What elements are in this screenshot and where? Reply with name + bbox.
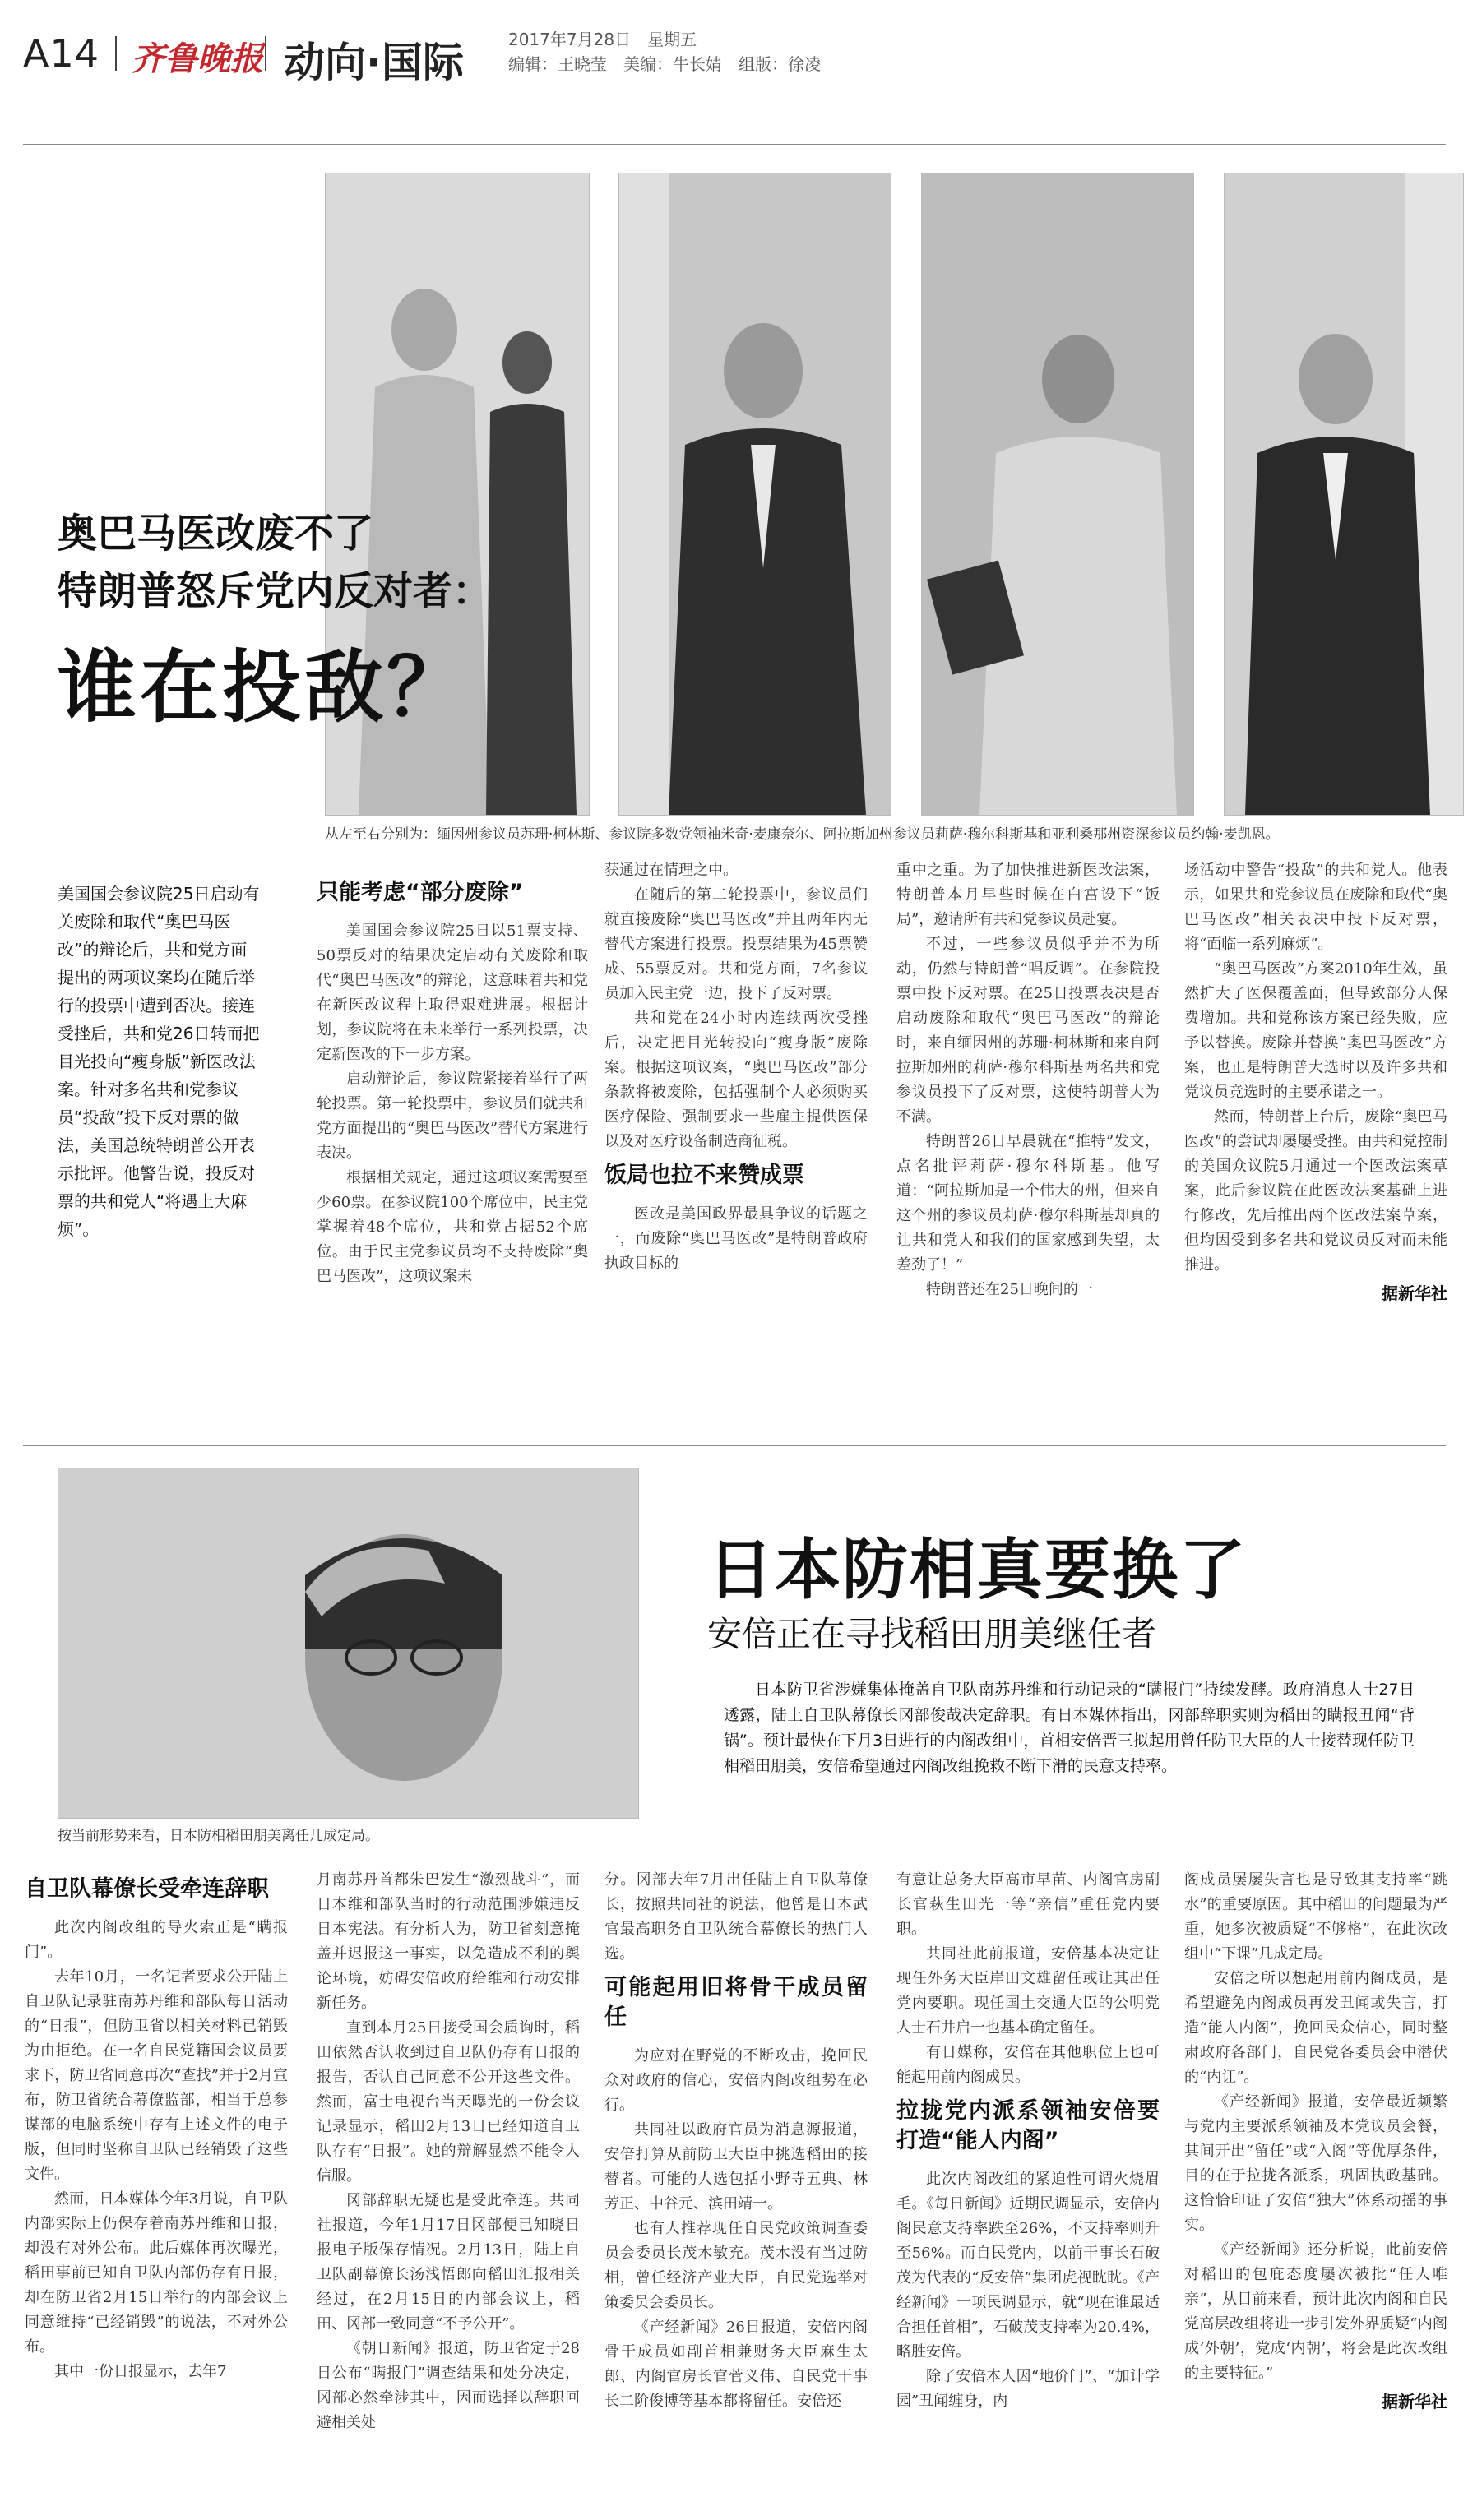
story1-column-4 xyxy=(1184,858,1447,1306)
story2-subheadline: 安倍正在寻找稻田朋美继任者 xyxy=(707,1614,1157,1654)
story1-subhead-2: 饭局也拉不来赞成票 xyxy=(604,1163,804,1188)
paragraph: 根据相关规定，通过这项议案需要至少60票。在参议院100个席位中，民主党掌握着48个席位，共和党占据52个席位。由于民主党参议员均不支持废除“奥巴马医改”，这项议案未 xyxy=(317,1169,588,1285)
paragraph: 为应对在野党的不断攻击，挽回民众对政府的信心，安倍内阁改组势在必行。 xyxy=(604,2047,868,2114)
story1-headline-main: 谁在投敌？ xyxy=(58,641,469,733)
paragraph: 有意让总务大臣高市早苗、内阁官房副长官萩生田光一等“亲信”重任党内要职。 xyxy=(896,1871,1160,1938)
story2-headline: 日本防相真要换了 xyxy=(707,1532,1247,1608)
story2-source: 据新华社 xyxy=(1382,2392,1447,2411)
photo-tomomi-inada xyxy=(58,1468,639,1819)
photo-john-mccain xyxy=(1224,173,1464,816)
story2-subhead-3: 拉拢党内派系领袖安倍要打造“能人内阁” xyxy=(896,2098,1160,2153)
story2-lead: 日本防卫省涉嫌集体掩盖自卫队南苏丹维和行动记录的“瞒报门”持续发酵。政府消息人士27日透露，陆上自卫队幕僚长冈部俊哉决定辞职。有日本媒体指出，冈部辞职实则为稻田的瞒报丑闻“背锅”。预计最快在下月3日进行的内阁改组中，首相安倍晋三拟起用曾任防卫大臣的人士接替现任防卫相稻田朋美，安倍希望通过内阁改组挽救不断下滑的民意支持率。 xyxy=(724,1681,1415,1775)
paragraph: 特朗普还在25日晚间的一 xyxy=(926,1281,1093,1298)
paragraph: 去年10月，一名记者要求公开陆上自卫队记录驻南苏丹维和部队每日活动的“日报”，但防卫省以相关材料已销毁为由拒绝。在一名自民党籍国会议员要求下，防卫省同意再次“查找”并于2月宣布，防卫省统合幕僚监部，相当于总参谋部的电脑系统中存有上述文件的电子版，但同时坚称自卫队已经销毁了这些文件。 xyxy=(25,1968,288,2183)
story2-subhead-2: 可能起用旧将骨干成员留任 xyxy=(604,1975,868,2030)
story-divider xyxy=(23,1445,1446,1446)
paragraph: 共同社此前报道，安倍基本决定让现任外务大臣岸田文雄留任或让其出任党内要职。现任国土交通大臣的公明党人士石井启一也基本确定留任。 xyxy=(896,1945,1160,2037)
story1-source: 据新华社 xyxy=(1382,1283,1447,1303)
header-divider xyxy=(265,36,266,71)
story1-column-2 xyxy=(604,858,868,1276)
photo-mitch-mcconnell xyxy=(618,173,891,816)
paragraph: 启动辩论后，参议院紧接着举行了两轮投票。第一轮投票中，参议员们就共和党方面提出的“奥巴马医改”替代方案进行表决。 xyxy=(317,1070,588,1162)
section-title: 动向·国际 xyxy=(284,39,464,86)
story2-subhead-1: 自卫队幕僚长受牵连辞职 xyxy=(25,1876,269,1902)
story1-subhead-1: 只能考虑“部分废除” xyxy=(317,880,524,905)
page-number: A14 xyxy=(23,31,100,76)
paragraph: 然而，特朗普上台后，废除“奥巴马医改”的尝试却屡屡受挫。由共和党控制的美国众议院5月通过一个医改法案草案，此后参议院在此医改法案基础上进行修改，先后推出两个医改法案草案，但均因受到多名共和党议员反对而未能推进。 xyxy=(1184,1108,1447,1274)
paragraph: 有日媒称，安倍在其他职位上也可能起用前内阁成员。 xyxy=(896,2044,1160,2086)
paragraph: 场活动中警告“投敌”的共和党人。他表示，如果共和党参议员在废除和取代“奥巴马医改”相关表决中投下反对票，将“面临一系列麻烦”。 xyxy=(1184,862,1447,953)
paragraph: 共同社以政府官员为消息源报道，安倍打算从前防卫大臣中挑选稻田的接替者。可能的人选包括小野寺五典、林芳正、中谷元、滨田靖一。 xyxy=(604,2121,868,2213)
story2-column-5 xyxy=(1184,1868,1447,2414)
paragraph: 此次内阁改组的导火索正是“瞒报门”。 xyxy=(25,1919,288,1961)
story1-headline-line2: 特朗普怒斥党内反对者： xyxy=(58,568,493,614)
paragraph: 其中一份日报显示，去年7 xyxy=(54,2363,227,2380)
story1-lead: 美国国会参议院25日启动有关废除和取代“奥巴马医改”的辩论后，共和党方面提出的两项议案均在随后举行的投票中遭到否决。接连受挫后，共和党26日转而把目光投向“瘦身版”新医改法案。针对多名共和党参议员“投敌”投下反对票的做法，美国总统特朗普公开表示批评。他警告说，投反对票的共和党人“将遇上大麻烦”。 xyxy=(58,884,260,1239)
paragraph: 冈部辞职无疑也是受此牵连。共同社报道，今年1月17日冈部便已知晓日报电子版保存情况。2月13日，陆上自卫队副幕僚长汤浅悟郎向稻田汇报相关经过，在2月15日的内部会议上，稻田、冈部一致同意“不予公开”。 xyxy=(317,2192,580,2333)
story2-column-3 xyxy=(604,1868,868,2414)
date-line: 2017年7月28日 星期五 xyxy=(508,30,697,49)
paragraph: 《产经新闻》26日报道，安倍内阁骨干成员如副首相兼财务大臣麻生太郎、内阁官房长官菅义伟、自民党干事长二阶俊博等基本都将留任。安倍还 xyxy=(604,2319,868,2410)
paragraph: 月南苏丹首都朱巴发生“激烈战斗”，而日本维和部队当时的行动范围涉嫌违反日本宪法。有分析人为，防卫省刻意掩盖并迟报这一事实，以免造成不利的舆论环境，妨碍安倍政府给维和行动安排新任务。 xyxy=(317,1871,580,2012)
paragraph: 在随后的第二轮投票中，参议员们就直接废除“奥巴马医改”并且两年内无替代方案进行投票。投票结果为45票赞成、55票反对。共和党方面，7名参议员加入民主党一边，投下了反对票。 xyxy=(604,886,868,1002)
paragraph: 《朝日新闻》报道，防卫省定于28日公布“瞒报门”调查结果和处分决定，冈部必然牵涉其中，因而选择以辞职回避相关处 xyxy=(317,2340,580,2431)
paragraph: 安倍之所以想起用前内阁成员，是希望避免内阁成员再发丑闻或失言，打造“能人内阁”，挽回民众信心，同时整肃政府各部门，自民党各委员会中潜伏的“内讧”。 xyxy=(1184,1970,1447,2086)
story2-photo-caption: 按当前形势来看，日本防相稻田朋美离任几成定局。 xyxy=(58,1828,379,1844)
paragraph: 分。冈部去年7月出任陆上自卫队幕僚长，按照共同社的说法，他曾是日本武官最高职务自卫队统合幕僚长的热门人选。 xyxy=(604,1871,868,1963)
story1-column-1 xyxy=(317,872,588,1289)
paragraph: 《产经新闻》报道，安倍最近频繁与党内主要派系领袖及本党议员会餐，其间开出“留任”或“入阁”等优厚条件，目的在于拉拢各派系，巩固执政基础。这恰恰印证了安倍“独大”体系动摇的事实。 xyxy=(1184,2093,1447,2234)
paragraph: 除了安倍本人因“地价门”、“加计学园”丑闻缠身，内 xyxy=(896,2368,1160,2410)
story1-column-3 xyxy=(896,858,1160,1302)
story1-headline-line1: 奥巴马医改废不了 xyxy=(58,511,374,557)
paragraph: 获通过在情理之中。 xyxy=(604,862,738,879)
header-divider xyxy=(115,36,117,71)
story2-column-1 xyxy=(25,1868,288,2384)
story1-photo-caption: 从左至右分别为：缅因州参议员苏珊·柯林斯、参议院多数党领袖米奇·麦康奈尔、阿拉斯加州参议员莉萨·穆尔科斯基和亚利桑那州资深参议员约翰·麦凯恩。 xyxy=(325,826,1280,843)
paragraph: 阁成员屡屡失言也是导致其支持率“跳水”的重要原因。其中稻田的问题最为严重，她多次被质疑“不够格”，在此次改组中“下课”几成定局。 xyxy=(1184,1871,1447,1963)
paragraph: 美国国会参议院25日以51票支持、50票反对的结果决定启动有关废除和取代“奥巴马医改”的辩论，这意味着共和党在新医改议程上取得艰难进展。根据计划，参议院将在未来举行一系列投票，决定新医改的下一步方案。 xyxy=(317,922,588,1063)
paragraph: 然而，日本媒体今年3月说，自卫队内部实际上仍保存着南苏丹维和日报，却没有对外公布。此后媒体再次曝光，稻田事前已知自卫队内部仍存有日报，却在防卫省2月15日举行的内部会议上同意维持“已经销毁”的说法，不对外公布。 xyxy=(25,2190,288,2356)
paragraph: 也有人推荐现任自民党政策调查委员会委员长茂木敏充。茂木没有当过防相，曾任经济产业大臣，自民党选举对策委员会委员长。 xyxy=(604,2220,868,2311)
editor-line: 编辑：王晓莹 美编：牛长婧 组版：徐凌 xyxy=(508,54,821,74)
paragraph: 《产经新闻》还分析说，此前安倍对稻田的包庇态度屡次被批“任人唯亲”，从目前来看，预计此次内阁和自民党高层改组将进一步引发外界质疑“内阁成‘外朝’，党成‘内朝’，将会是此次改组的主要特征。” xyxy=(1184,2241,1447,2382)
top-rule xyxy=(23,144,1446,145)
story2-column-4 xyxy=(896,1868,1160,2414)
paragraph: 不过，一些参议员似乎并不为所动，仍然与特朗普“唱反调”。在参院投票中投下反对票。在25日投票表决是否启动废除和取代“奥巴马医改”的辩论时，来自缅因州的苏珊·柯林斯和来自阿拉斯加州的莉萨·穆尔科斯基两名共和党参议员投下了反对票，这使特朗普大为不满。 xyxy=(896,936,1160,1126)
paragraph: 直到本月25日接受国会质询时，稻田依然否认收到过自卫队仍存有日报的报告，否认自己同意不公开这些文件。然而，富士电视台当天曝光的一份会议记录显示，稻田2月13日已经知道自卫队存有“日报”。她的辩解显然不能令人信服。 xyxy=(317,2019,580,2185)
paragraph: 重中之重。为了加快推进新医改法案，特朗普本月早些时候在白宫设下“饭局”，邀请所有共和党参议员赴宴。 xyxy=(896,862,1160,928)
paragraph: 特朗普26日早晨就在“推特”发文，点名批评莉萨·穆尔科斯基。他写道：“阿拉斯加是一个伟大的州，但来自这个州的参议员莉萨·穆尔科斯基却真的让共和党人和我们的国家感到失望，太差劲了！” xyxy=(896,1133,1160,1274)
paragraph: 医改是美国政界最具争议的话题之一，而废除“奥巴马医改”是特朗普政府执政目标的 xyxy=(604,1205,868,1272)
photo-lisa-murkowski xyxy=(921,173,1194,816)
paragraph: “奥巴马医改”方案2010年生效，虽然扩大了医保覆盖面，但导致部分人保费增加。共和党称该方案已经失败，应予以替换。废除并替换“奥巴马医改”方案，也正是特朗普大选时以及许多共和党议员竞选时的主要承诺之一。 xyxy=(1184,960,1447,1101)
paragraph: 共和党在24小时内连续两次受挫后，决定把目光转投向“瘦身版”废除案。根据这项议案，“奥巴马医改”部分条款将被废除，包括强制个人必须购买医疗保险、强制要求一些雇主提供医保以及对医疗设备制造商征税。 xyxy=(604,1010,868,1150)
paragraph: 此次内阁改组的紧迫性可谓火烧眉毛。《每日新闻》近期民调显示，安倍内阁民意支持率跌至26%，不支持率则升至56%。而自民党内，以前干事长石破茂为代表的“反安倍”集团虎视眈眈。《产经新闻》一项民调显示，就“现在谁最适合担任首相”，石破茂支持率为20.4%，略胜安倍。 xyxy=(896,2171,1160,2360)
masthead-logo: 齐鲁晚报 xyxy=(132,39,263,78)
story2-column-2 xyxy=(317,1868,580,2435)
